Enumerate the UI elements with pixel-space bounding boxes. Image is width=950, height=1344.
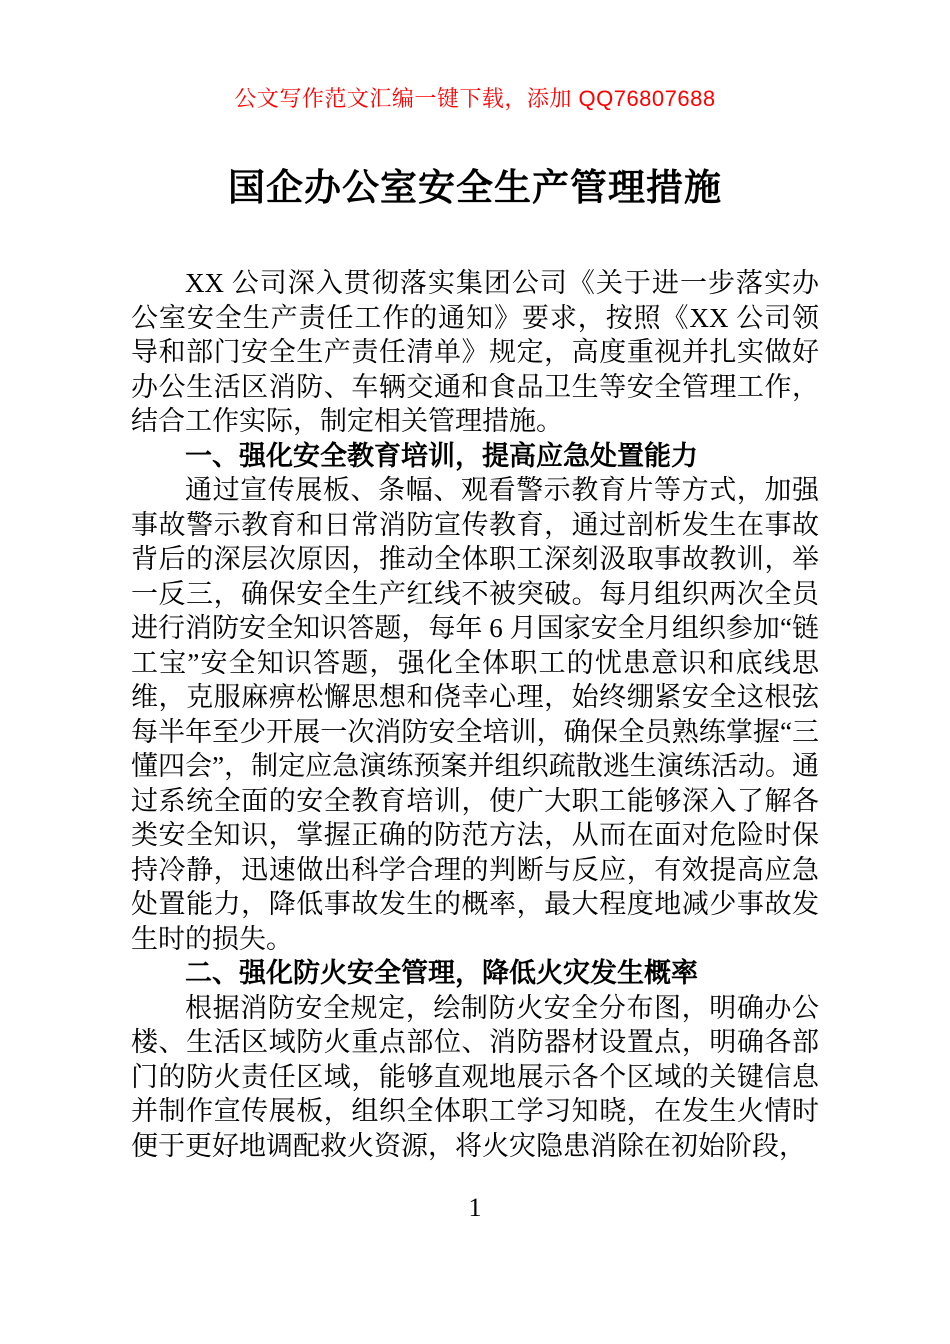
section-heading-1: 一、强化安全教育培训，提高应急处置能力 bbox=[185, 440, 698, 471]
document-title: 国企办公室安全生产管理措施 bbox=[228, 167, 722, 208]
page-number: 1 bbox=[468, 1193, 482, 1222]
promo-header-text: 公文写作范文汇编一键下载，添加 QQ76807688 bbox=[234, 86, 716, 111]
paragraph-section-2: 根据消防安全规定，绘制防火安全分布图，明确办公楼、生活区域防火重点部位、消防器材设置点，明确各部门的防火责任区域，能够直观地展示各个区域的关键信息并制作宣传展板，组织全体职工学习知晓，在发生火情时便于更好地调配救火资源，将火灾隐患消除在初始阶段， bbox=[131, 992, 819, 1161]
document-body bbox=[131, 266, 819, 1163]
paragraph-section-1: 通过宣传展板、条幅、观看警示教育片等方式，加强事故警示教育和日常消防宣传教育，通过剖析发生在事故背后的深层次原因，推动全体职工深刻汲取事故教训，举一反三，确保安全生产红线不被突破。每月组织两次全员进行消防安全知识答题，每年 6 月国家安全月组织参加“链工宝”安全知识答题，强化全体职工的忧患意识和底线思维，克服麻痹松懈思想和侥幸心理，始终绷紧安全这根弦每半年至少开展一次消防安全培训，确保全员熟练掌握“三懂四会”，制定应急演练预案并组织疏散逃生演练活动。通过系统全面的安全教育培训，使广大职工能够深入了解各类安全知识，掌握正确的防范方法，从而在面对危险时保持冷静，迅速做出科学合理的判断与反应，有效提高应急处置能力，降低事故发生的概率，最大程度地减少事故发生时的损失。 bbox=[131, 475, 819, 954]
paragraph-intro: XX 公司深入贯彻落实集团公司《关于进一步落实办公室安全生产责任工作的通知》要求，按照《XX 公司领导和部门安全生产责任清单》规定，高度重视并扎实做好办公生活区消防、车辆交通和食品卫生等安全管理工作，结合工作实际，制定相关管理措施。 bbox=[131, 268, 819, 436]
section-heading-2: 二、强化防火安全管理，降低火灾发生概率 bbox=[185, 958, 698, 988]
